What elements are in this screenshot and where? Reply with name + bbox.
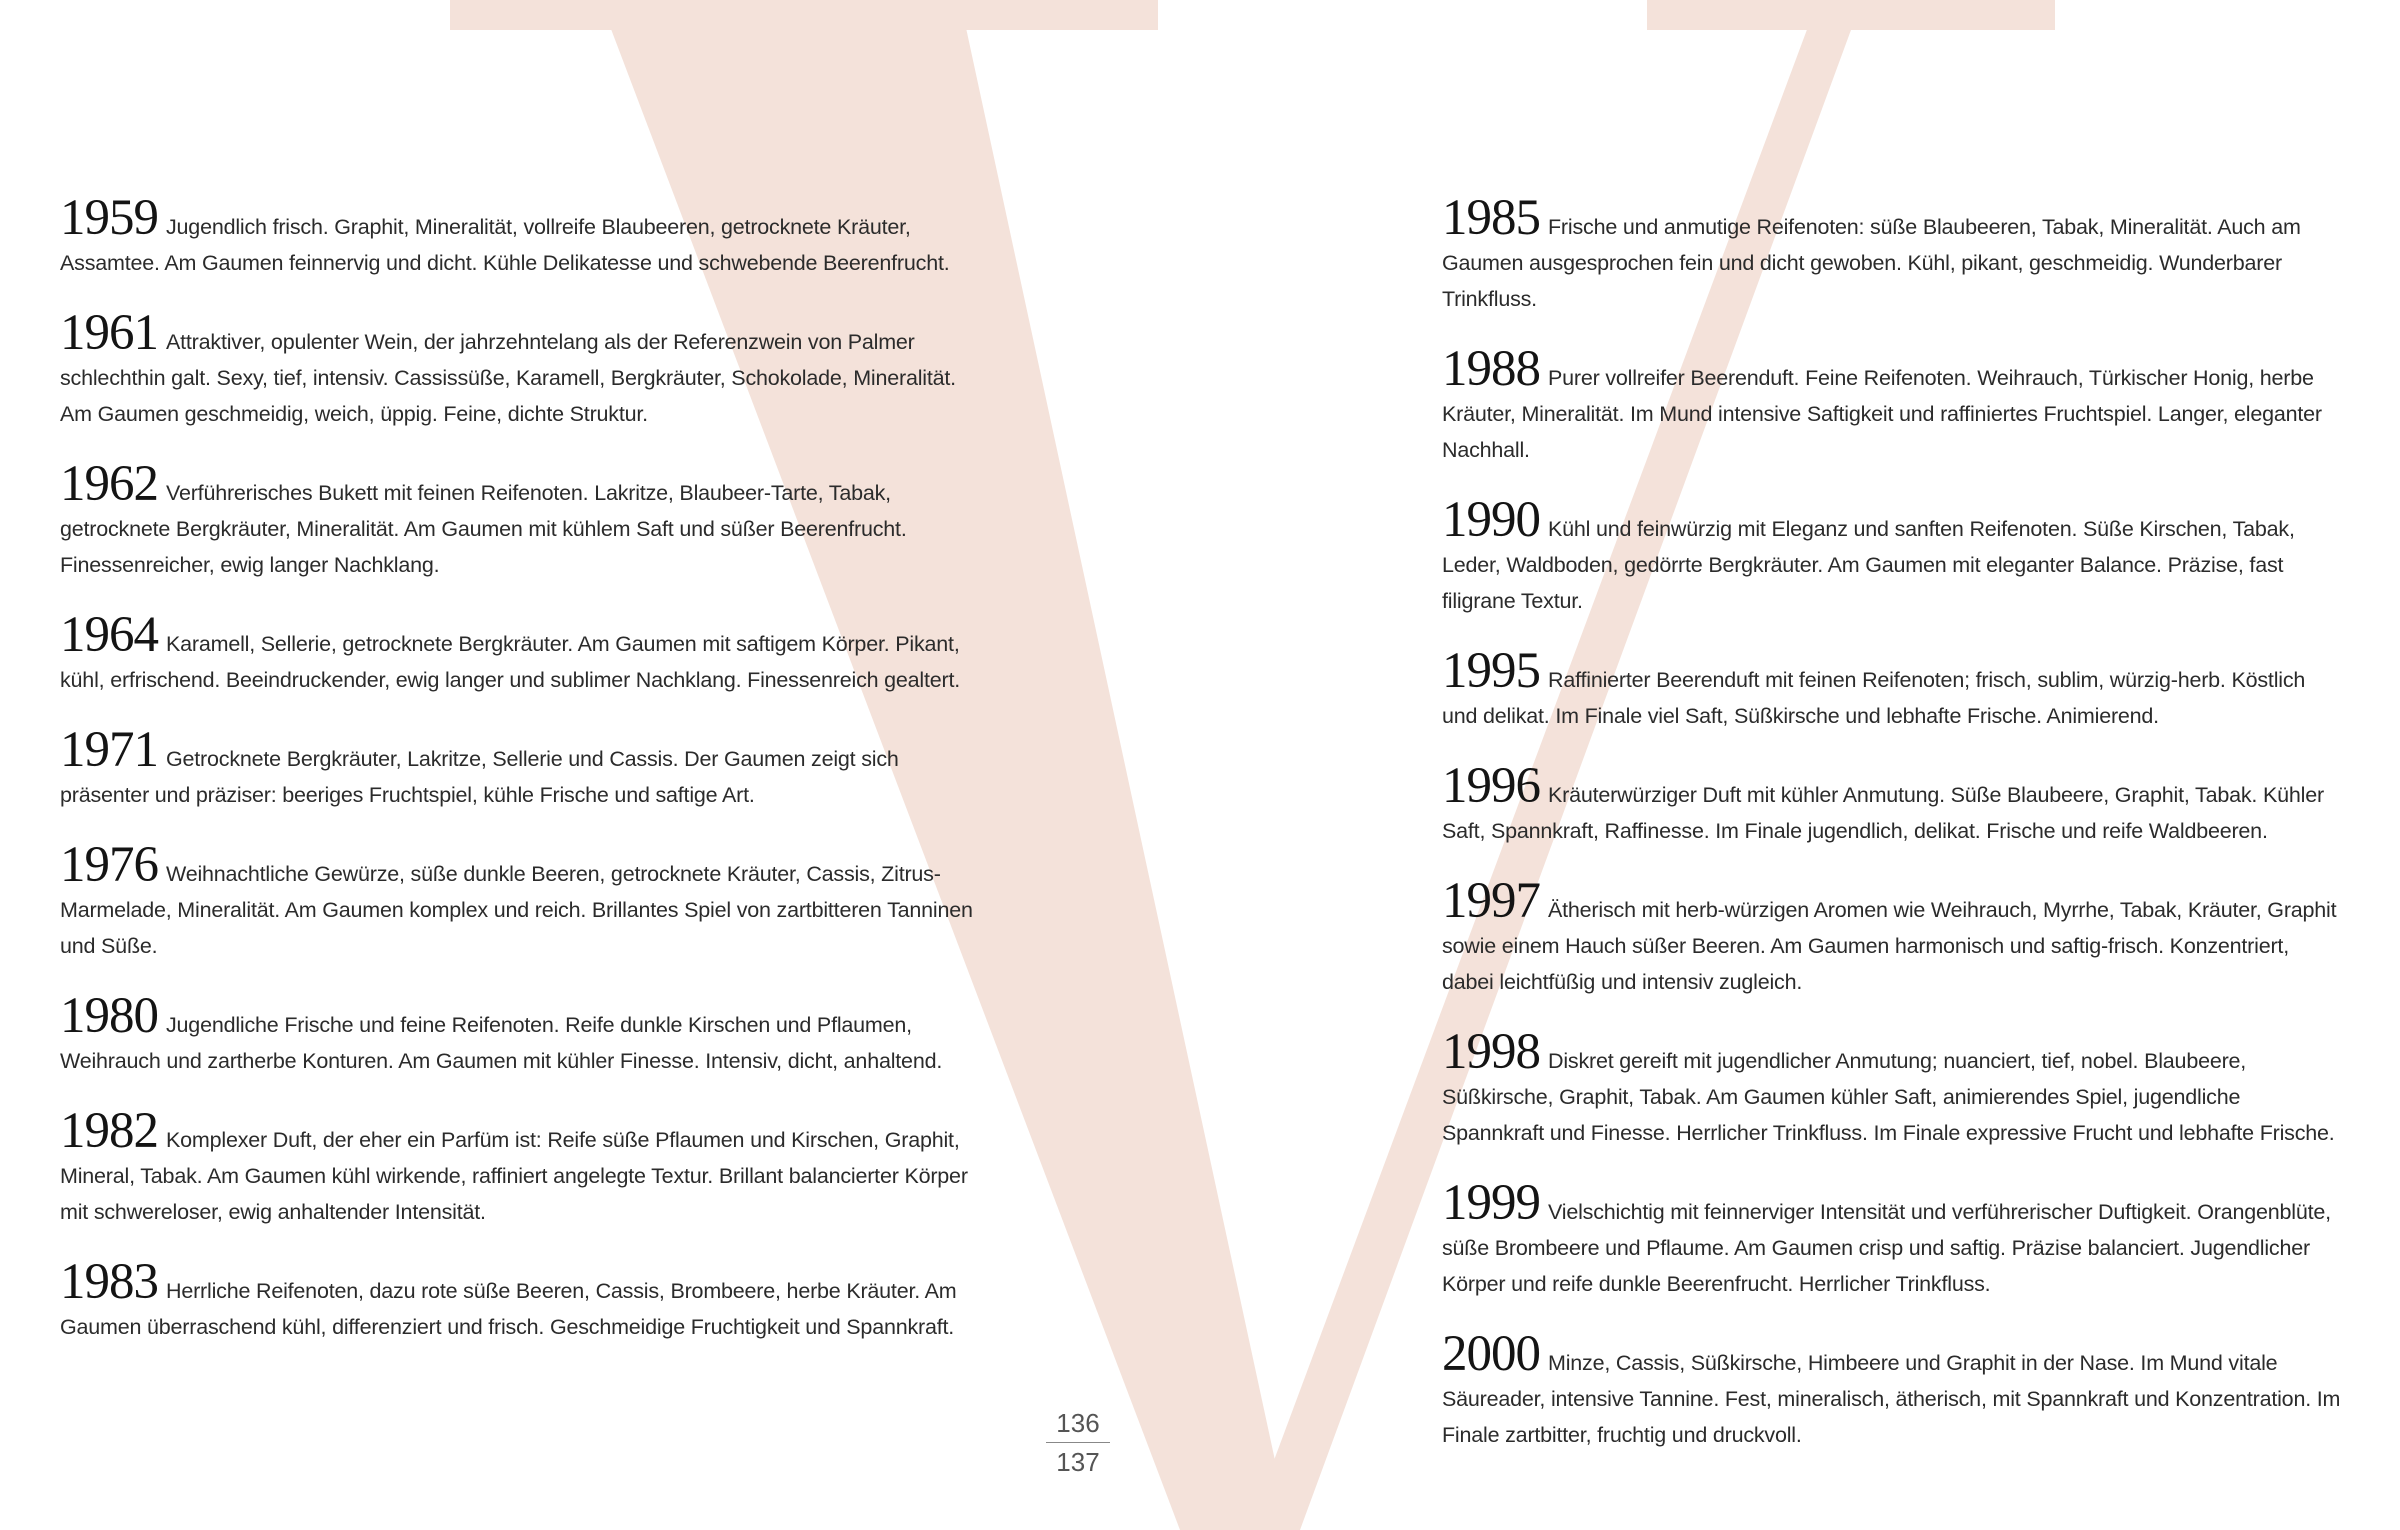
- vintage-year: 1959: [60, 190, 158, 246]
- vintage-year: 1964: [60, 607, 158, 663]
- tasting-note: Diskret gereift mit jugendlicher Anmutung; nuanciert, tief, nobel. Blaubeere, Süßkirsche, Graphit, Tabak. Am Gaumen kühler Saft, animierendes Spiel, jugendliche Spannkraft und Finesse. Herrlicher Trinkfluss. Im Finale expressive Frucht und lebhafte Frische.: [1442, 1049, 2335, 1145]
- tasting-note: Vielschichtig mit feinnerviger Intensität und verführerischer Duftigkeit. Orangenblüte, süße Brombeere und Pflaume. Am Gaumen crisp und saftig. Präzise balanciert. Jugendlicher Körper und reife dunkle Beerenfrucht. Herrlicher Trinkfluss.: [1442, 1200, 2331, 1296]
- tasting-note: Kühl und feinwürzig mit Eleganz und sanften Reifenoten. Süße Kirschen, Tabak, Leder, Waldboden, gedörrte Bergkräuter. Am Gaumen mit eleganter Balance. Präzise, fast filigrane Textur.: [1442, 517, 2295, 613]
- vintage-year: 1983: [60, 1254, 158, 1310]
- vintage-entry-1988: [1442, 341, 2342, 468]
- right-column: [1442, 190, 2342, 1487]
- vintage-entry-1976: [60, 837, 980, 964]
- vintage-year: 1976: [60, 837, 158, 893]
- tasting-note: Jugendlich frisch. Graphit, Mineralität, vollreife Blaubeeren, getrocknete Kräuter, Assamtee. Am Gaumen feinnervig und dicht. Kühle Delikatesse und schwebende Beerenfrucht.: [60, 215, 950, 275]
- vintage-entry-1962: [60, 456, 980, 583]
- vintage-entry-2000: [1442, 1326, 2342, 1453]
- vintage-year: 1998: [1442, 1024, 1540, 1080]
- vintage-year: 1999: [1442, 1175, 1540, 1231]
- vintage-entry-1964: [60, 607, 980, 698]
- vintage-year: 1962: [60, 456, 158, 512]
- tasting-note: Kräuterwürziger Duft mit kühler Anmutung. Süße Blaubeere, Graphit, Tabak. Kühler Saft, Spannkraft, Raffinesse. Im Finale jugendlich, delikat. Frische und reife Waldbeeren.: [1442, 783, 2324, 843]
- vintage-year: 2000: [1442, 1326, 1540, 1382]
- tasting-note: Herrliche Reifenoten, dazu rote süße Beeren, Cassis, Brombeere, herbe Kräuter. Am Gaumen überraschend kühl, differenziert und frisch. Geschmeidige Fruchtigkeit und Spannkraft.: [60, 1279, 957, 1339]
- vintage-entry-1995: [1442, 643, 2342, 734]
- tasting-note: Minze, Cassis, Süßkirsche, Himbeere und Graphit in der Nase. Im Mund vitale Säureader, intensive Tannine. Fest, mineralisch, ätherisch, mit Spannkraft und Konzentration. Im Finale zartbitter, fruchtig und druckvoll.: [1442, 1351, 2341, 1447]
- tasting-note: Karamell, Sellerie, getrocknete Bergkräuter. Am Gaumen mit saftigem Körper. Pikant, kühl, erfrischend. Beeindruckender, ewig langer und sublimer Nachklang. Finessenreich gealtert.: [60, 632, 961, 692]
- left-column: [60, 190, 980, 1379]
- vintage-year: 1990: [1442, 492, 1540, 548]
- vintage-entry-1996: [1442, 758, 2342, 849]
- vintage-entry-1980: [60, 988, 980, 1079]
- vintage-year: 1995: [1442, 643, 1540, 699]
- vintage-year: 1961: [60, 305, 158, 361]
- page-numbers: [1046, 1406, 1110, 1479]
- page-number-left: 136: [1056, 1408, 1100, 1438]
- tasting-note: Frische und anmutige Reifenoten: süße Blaubeeren, Tabak, Mineralität. Auch am Gaumen ausgesprochen fein und dicht gewoben. Kühl, pikant, geschmeidig. Wunderbarer Trinkfluss.: [1442, 215, 2301, 311]
- vintage-entry-1985: [1442, 190, 2342, 317]
- vintage-entry-1971: [60, 722, 980, 813]
- vintage-entry-1999: [1442, 1175, 2342, 1302]
- tasting-note: Ätherisch mit herb-würzigen Aromen wie Weihrauch, Myrrhe, Tabak, Kräuter, Graphit sowie einem Hauch süßer Beeren. Am Gaumen harmonisch und saftig-frisch. Konzentriert, dabei leichtfüßig und intensiv zugleich.: [1442, 898, 2337, 994]
- vintage-year: 1996: [1442, 758, 1540, 814]
- vintage-year: 1980: [60, 988, 158, 1044]
- tasting-note: Raffinierter Beerenduft mit feinen Reifenoten; frisch, sublim, würzig-herb. Köstlich und delikat. Im Finale viel Saft, Süßkirsche und lebhafte Frische. Animierend.: [1442, 668, 2306, 728]
- vintage-year: 1982: [60, 1103, 158, 1159]
- page-number-divider: [1046, 1442, 1110, 1443]
- tasting-note: Weihnachtliche Gewürze, süße dunkle Beeren, getrocknete Kräuter, Cassis, Zitrus-Marmelade, Mineralität. Am Gaumen komplex und reich. Brillantes Spiel von zartbitteren Tanninen und Süße.: [60, 862, 973, 958]
- tasting-note: Komplexer Duft, der eher ein Parfüm ist: Reife süße Pflaumen und Kirschen, Graphit, Mineral, Tabak. Am Gaumen kühl wirkende, raffiniert angelegte Textur. Brillant balancierter Körper mit schwereloser, ewig anhaltender Intensität.: [60, 1128, 968, 1224]
- vintage-entry-1982: [60, 1103, 980, 1230]
- vintage-year: 1997: [1442, 873, 1540, 929]
- tasting-note: Jugendliche Frische und feine Reifenoten. Reife dunkle Kirschen und Pflaumen, Weihrauch und zartherbe Konturen. Am Gaumen mit kühler Finesse. Intensiv, dicht, anhaltend.: [60, 1013, 943, 1073]
- tasting-note: Attraktiver, opulenter Wein, der jahrzehntelang als der Referenzwein von Palmer schlechthin galt. Sexy, tief, intensiv. Cassissüße, Karamell, Bergkräuter, Schokolade, Mineralität. Am Gaumen geschmeidig, weich, üppig. Feine, dichte Struktur.: [60, 330, 956, 426]
- vintage-year: 1971: [60, 722, 158, 778]
- vintage-entry-1998: [1442, 1024, 2342, 1151]
- vintage-year: 1988: [1442, 341, 1540, 397]
- vintage-entry-1961: [60, 305, 980, 432]
- vintage-entry-1959: [60, 190, 980, 281]
- vintage-entry-1990: [1442, 492, 2342, 619]
- tasting-note: Getrocknete Bergkräuter, Lakritze, Sellerie und Cassis. Der Gaumen zeigt sich präsenter und präziser: beeriges Fruchtspiel, kühle Frische und saftige Art.: [60, 747, 899, 807]
- vintage-entry-1997: [1442, 873, 2342, 1000]
- tasting-note: Purer vollreifer Beerenduft. Feine Reifenoten. Weihrauch, Türkischer Honig, herbe Kräuter, Mineralität. Im Mund intensive Saftigkeit und raffiniertes Fruchtspiel. Langer, eleganter Nachhall.: [1442, 366, 2322, 462]
- tasting-note: Verführerisches Bukett mit feinen Reifenoten. Lakritze, Blaubeer-Tarte, Tabak, getrocknete Bergkräuter, Mineralität. Am Gaumen mit kühlem Saft und süßer Beerenfrucht. Finessenreicher, ewig langer Nachklang.: [60, 481, 907, 577]
- page-number-right: 137: [1056, 1447, 1100, 1477]
- vintage-year: 1985: [1442, 190, 1540, 246]
- vintage-entry-1983: [60, 1254, 980, 1345]
